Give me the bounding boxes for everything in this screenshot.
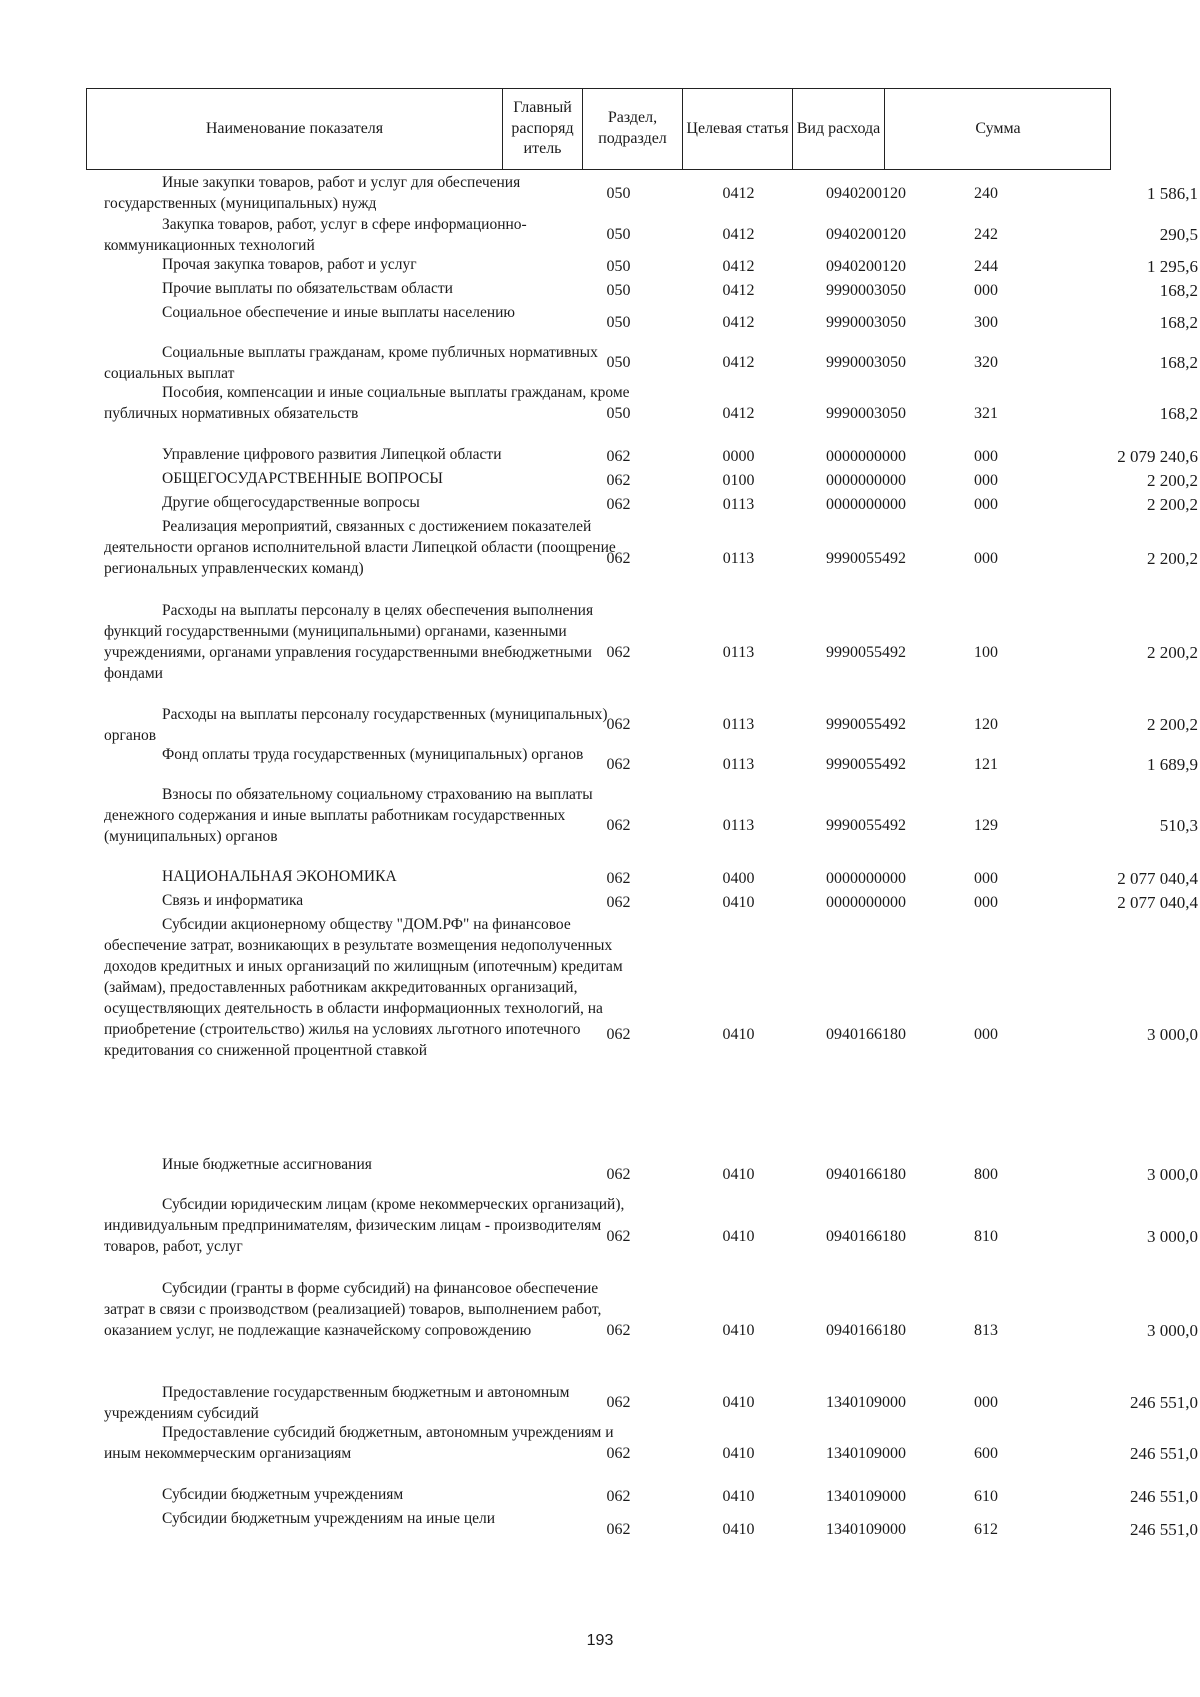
row-gr: 050: [606, 258, 631, 275]
row-vr: 813: [974, 1322, 998, 1339]
row-cs: 9990003050: [826, 405, 906, 422]
row-rz: 0100: [722, 472, 755, 489]
row-vr: 321: [974, 405, 998, 422]
row-rz: 0113: [722, 644, 755, 661]
row-vr: 000: [974, 472, 998, 489]
table-row: [86, 492, 1198, 516]
row-name: Предоставление субсидий бюджетным, автономным учреждениям и иным некоммерческим организациям: [104, 1424, 614, 1462]
row-rz: 0113: [722, 496, 755, 513]
row-sum: 1 295,6: [1147, 257, 1198, 276]
header-name: Наименование показателя: [205, 119, 384, 137]
row-sum: 1 689,9: [1147, 755, 1198, 774]
row-gr: 050: [606, 314, 631, 331]
page-number: 193: [586, 1632, 614, 1649]
row-gr: 050: [606, 185, 631, 202]
row-vr: 000: [974, 1394, 998, 1411]
row-rz: 0410: [722, 1521, 755, 1538]
row-vr: 810: [974, 1228, 998, 1245]
row-vr: 000: [974, 496, 998, 513]
row-cs: 9990055492: [826, 644, 906, 661]
header-sum: Сумма: [884, 89, 1111, 169]
header-rz: Раздел, подраздел: [582, 89, 682, 169]
row-cs: 0940166180: [826, 1228, 906, 1245]
row-sum: 2 079 240,6: [1117, 447, 1198, 466]
row-rz: 0412: [722, 226, 755, 243]
row-cs: 0000000000: [826, 894, 906, 911]
row-sum: 2 200,2: [1147, 495, 1198, 514]
row-rz: 0000: [722, 448, 755, 465]
row-name: ОБЩЕГОСУДАРСТВЕННЫЕ ВОПРОСЫ: [162, 470, 443, 487]
row-vr: 000: [974, 1026, 998, 1043]
row-cs: 0000000000: [826, 472, 906, 489]
row-gr: 062: [606, 1488, 631, 1505]
row-gr: 062: [606, 716, 631, 733]
row-name: Иные бюджетные ассигнования: [162, 1156, 372, 1173]
row-gr: 050: [606, 405, 631, 422]
row-sum: 246 551,0: [1130, 1393, 1198, 1412]
row-sum: 3 000,0: [1147, 1165, 1198, 1184]
row-sum: 3 000,0: [1147, 1321, 1198, 1340]
row-gr: 050: [606, 354, 631, 371]
row-gr: 062: [606, 644, 631, 661]
table-row: [86, 914, 1198, 1154]
row-sum: 168,2: [1159, 281, 1198, 300]
row-name: Субсидии юридическим лицам (кроме некоммерческих организаций), индивидуальным предпринимателям, физическим лицам - производителям товаров, работ, услуг: [104, 1196, 625, 1255]
row-rz: 0412: [722, 185, 755, 202]
row-rz: 0410: [722, 1445, 755, 1462]
row-name: Предоставление государственным бюджетным и автономным учреждениям субсидий: [104, 1384, 570, 1422]
row-rz: 0113: [722, 817, 755, 834]
table-row: [86, 254, 1198, 278]
row-rz: 0410: [722, 894, 755, 911]
row-cs: 9990055492: [826, 716, 906, 733]
row-name: Субсидии (гранты в форме субсидий) на финансовое обеспечение затрат в связи с производством (реализацией) товаров, выполнением работ, оказанием услуг, не подлежащие казначейскому сопровождению: [104, 1280, 602, 1339]
row-rz: 0410: [722, 1394, 755, 1411]
row-sum: 3 000,0: [1147, 1025, 1198, 1044]
table-row: [86, 382, 1198, 444]
row-cs: 0940200120: [826, 185, 906, 202]
row-name: Управление цифрового развития Липецкой области: [162, 446, 502, 463]
row-gr: 062: [606, 1445, 631, 1462]
table-row: [86, 302, 1198, 342]
row-name: Социальные выплаты гражданам, кроме публичных нормативных социальных выплат: [104, 344, 598, 382]
table-row: [86, 1278, 1198, 1382]
row-name: Пособия, компенсации и иные социальные выплаты гражданам, кроме публичных нормативных обязательств: [104, 384, 630, 422]
row-sum: 2 200,2: [1147, 471, 1198, 490]
row-rz: 0400: [722, 870, 755, 887]
row-cs: 9990003050: [826, 282, 906, 299]
row-rz: 0410: [722, 1322, 755, 1339]
row-sum: 3 000,0: [1147, 1227, 1198, 1246]
row-cs: 1340109000: [826, 1488, 906, 1505]
row-name: Субсидии бюджетным учреждениям: [162, 1486, 404, 1503]
row-cs: 0940166180: [826, 1026, 906, 1043]
table-row: [86, 744, 1198, 784]
row-vr: 129: [974, 817, 998, 834]
row-name: Взносы по обязательному социальному страхованию на выплаты денежного содержания и иные выплаты работникам государственных (муниципальных) органов: [104, 786, 593, 845]
row-cs: 0940166180: [826, 1322, 906, 1339]
row-name: Расходы на выплаты персоналу государственных (муниципальных) органов: [104, 706, 608, 744]
row-rz: 0113: [722, 716, 755, 733]
row-rz: 0410: [722, 1228, 755, 1245]
row-gr: 062: [606, 1228, 631, 1245]
table-row: [86, 214, 1198, 254]
table-row: [86, 516, 1198, 600]
row-gr: 062: [606, 894, 631, 911]
row-cs: 0000000000: [826, 870, 906, 887]
row-vr: 320: [974, 354, 998, 371]
row-name: Фонд оплаты труда государственных (муниципальных) органов: [162, 746, 584, 763]
row-rz: 0410: [722, 1488, 755, 1505]
row-rz: 0412: [722, 258, 755, 275]
row-gr: 062: [606, 472, 631, 489]
row-sum: 2 077 040,4: [1117, 893, 1198, 912]
row-name: Иные закупки товаров, работ и услуг для обеспечения государственных (муниципальных) нужд: [104, 174, 521, 212]
header-gr: Главный распоряд итель: [502, 89, 582, 169]
row-gr: 062: [606, 817, 631, 834]
table-row: [86, 866, 1198, 890]
row-gr: 062: [606, 870, 631, 887]
row-cs: 9990055492: [826, 550, 906, 567]
row-cs: 9990055492: [826, 756, 906, 773]
row-rz: 0412: [722, 282, 755, 299]
row-cs: 9990055492: [826, 817, 906, 834]
row-gr: 050: [606, 282, 631, 299]
row-cs: 0940166180: [826, 1166, 906, 1183]
table-row: [86, 1508, 1198, 1550]
row-rz: 0412: [722, 354, 755, 371]
row-name: Субсидии акционерному обществу "ДОМ.РФ" на финансовое обеспечение затрат, возникающих в результате возмещения недополученных доходов кредитных и иных организаций по жилищным (ипотечным) кредитам (займам), предоставленных работникам аккредитованных организаций, осуществляющих деятельность в области информационных технологий, на приобретение (строительство) жилья на условиях льготного ипотечного кредитования со сниженной процентной ставкой: [104, 916, 623, 1059]
row-sum: 246 551,0: [1130, 1520, 1198, 1539]
row-cs: 1340109000: [826, 1445, 906, 1462]
row-sum: 246 551,0: [1130, 1487, 1198, 1506]
row-name: Закупка товаров, работ, услуг в сфере информационно-коммуникационных технологий: [104, 216, 527, 254]
row-sum: 510,3: [1159, 816, 1198, 835]
row-name: Реализация мероприятий, связанных с достижением показателей деятельности органов исполнительной власти Липецкой области (поощрение региональных управленческих команд): [104, 518, 616, 577]
table-row: [86, 600, 1198, 704]
table-header: [86, 88, 1111, 170]
row-sum: 168,2: [1159, 353, 1198, 372]
row-gr: 062: [606, 1166, 631, 1183]
row-sum: 246 551,0: [1130, 1444, 1198, 1463]
row-cs: 0940200120: [826, 258, 906, 275]
row-name: Связь и информатика: [162, 892, 304, 909]
row-gr: 062: [606, 1521, 631, 1538]
row-sum: 2 200,2: [1147, 643, 1198, 662]
row-gr: 062: [606, 1026, 631, 1043]
row-gr: 062: [606, 550, 631, 567]
row-sum: 1 586,1: [1147, 184, 1198, 203]
row-vr: 612: [974, 1521, 998, 1538]
row-vr: 242: [974, 226, 998, 243]
row-gr: 050: [606, 226, 631, 243]
table-row: [86, 172, 1198, 214]
row-vr: 000: [974, 894, 998, 911]
header-cs: Целевая статья: [682, 89, 792, 169]
row-cs: 0940200120: [826, 226, 906, 243]
row-name: Прочая закупка товаров, работ и услуг: [162, 256, 417, 273]
row-vr: 244: [974, 258, 998, 275]
row-cs: 9990003050: [826, 354, 906, 371]
row-rz: 0113: [722, 756, 755, 773]
row-cs: 0000000000: [826, 448, 906, 465]
row-gr: 062: [606, 1394, 631, 1411]
row-sum: 2 077 040,4: [1117, 869, 1198, 888]
row-vr: 300: [974, 314, 998, 331]
row-vr: 240: [974, 185, 998, 202]
row-name: Другие общегосударственные вопросы: [162, 494, 420, 511]
table-row: [86, 1382, 1198, 1422]
row-sum: 168,2: [1159, 313, 1198, 332]
table-row: [86, 444, 1198, 468]
table-row: [86, 342, 1198, 382]
row-name: Субсидии бюджетным учреждениям на иные цели: [162, 1510, 496, 1527]
table-row: [86, 784, 1198, 866]
row-rz: 0410: [722, 1166, 755, 1183]
row-gr: 062: [606, 1322, 631, 1339]
row-cs: 1340109000: [826, 1521, 906, 1538]
table-row: [86, 890, 1198, 914]
row-sum: 290,5: [1159, 225, 1198, 244]
row-name: Прочие выплаты по обязательствам области: [162, 280, 453, 297]
row-vr: 120: [974, 716, 998, 733]
table-row: [86, 1422, 1198, 1484]
row-rz: 0412: [722, 405, 755, 422]
row-gr: 062: [606, 496, 631, 513]
row-vr: 600: [974, 1445, 998, 1462]
row-name: НАЦИОНАЛЬНАЯ ЭКОНОМИКА: [162, 868, 397, 885]
row-cs: 1340109000: [826, 1394, 906, 1411]
table-row: [86, 1484, 1198, 1508]
row-vr: 100: [974, 644, 998, 661]
table-row: [86, 1194, 1198, 1278]
row-name: Расходы на выплаты персоналу в целях обеспечения выполнения функций государственными (муниципальными) органами, казенными учреждениями, органами управления государственными внебюджетными фондами: [104, 602, 594, 682]
row-cs: 0000000000: [826, 496, 906, 513]
row-name: Социальное обеспечение и иные выплаты населению: [162, 304, 516, 321]
row-rz: 0113: [722, 550, 755, 567]
row-vr: 610: [974, 1488, 998, 1505]
table-row: [86, 278, 1198, 302]
table-row: [86, 704, 1198, 744]
row-gr: 062: [606, 756, 631, 773]
row-sum: 2 200,2: [1147, 549, 1198, 568]
row-vr: 000: [974, 282, 998, 299]
row-vr: 000: [974, 550, 998, 567]
table-row: [86, 1154, 1198, 1194]
row-vr: 800: [974, 1166, 998, 1183]
row-sum: 2 200,2: [1147, 715, 1198, 734]
row-rz: 0412: [722, 314, 755, 331]
row-cs: 9990003050: [826, 314, 906, 331]
row-vr: 000: [974, 870, 998, 887]
row-gr: 062: [606, 448, 631, 465]
header-vr: Вид расхода: [792, 89, 884, 169]
row-sum: 168,2: [1159, 404, 1198, 423]
row-rz: 0410: [722, 1026, 755, 1043]
table-row: [86, 468, 1198, 492]
row-vr: 000: [974, 448, 998, 465]
row-vr: 121: [974, 756, 998, 773]
